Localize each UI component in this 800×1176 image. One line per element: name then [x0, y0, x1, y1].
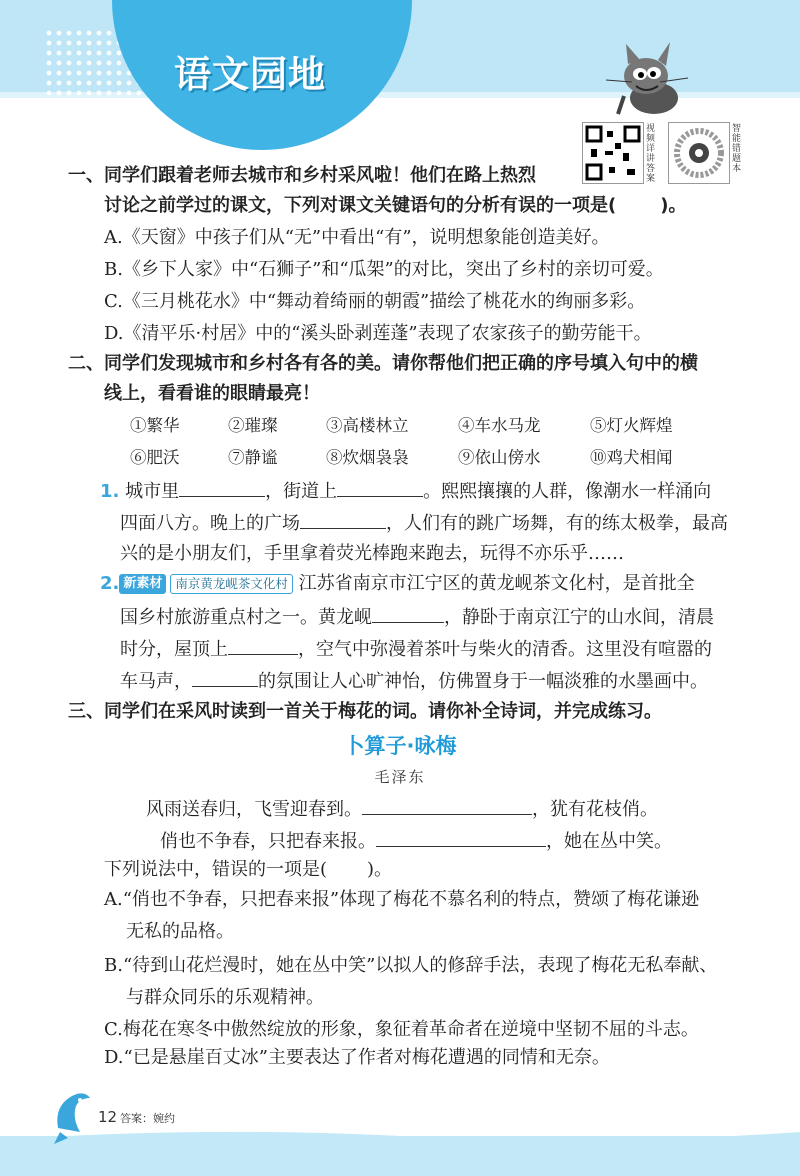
- word-option: ⑨依山傍水: [458, 448, 541, 467]
- poem-author: 毛泽东: [374, 768, 426, 786]
- source-tag: 南京黄龙岘茶文化村: [170, 574, 293, 594]
- q3-option-b-line2: 与群众同乐的乐观精神。: [126, 987, 324, 1008]
- footer-band: [0, 1136, 800, 1176]
- fill-blank[interactable]: [179, 478, 265, 497]
- q3-option-a-line1: A.“俏也不争春，只把春来报”体现了梅花不慕名利的特点，赞颂了梅花谦逊: [104, 889, 700, 910]
- q1-option-d: D.《清平乐·村居》中的“溪头卧剥莲蓬”表现了农家孩子的勤劳能干。: [104, 323, 652, 344]
- poem-line1: 风雨送春归，飞雪迎春到。 ，犹有花枝俏。: [146, 796, 658, 822]
- q3-option-a-line2: 无私的品格。: [126, 921, 234, 942]
- video-qr-code[interactable]: [582, 122, 644, 184]
- cat-mascot-icon: [596, 40, 696, 120]
- word-option: ⑧炊烟袅袅: [326, 448, 409, 467]
- q3-option-b-line1: B.“待到山花烂漫时，她在丛中笑”以拟人的修辞手法，表现了梅花无私奉献、: [104, 955, 718, 976]
- word-option: ④车水马龙: [458, 416, 541, 435]
- q2-stem-line2: 线上，看看谁的眼睛最亮！: [104, 383, 320, 404]
- word-option: ⑥肥沃: [130, 448, 180, 467]
- fill-blank[interactable]: [372, 604, 444, 623]
- poem-blank[interactable]: [376, 828, 546, 847]
- q3-sub-question: 下列说法中，错误的一项是( )。: [104, 859, 393, 880]
- video-qr-label: 视频详讲答案: [646, 124, 656, 184]
- q1-option-c: C.《三月桃花水》中“舞动着绮丽的朝霞”描绘了桃花水的绚丽多彩。: [104, 291, 646, 312]
- answer-label: 答案：婉约: [120, 1112, 175, 1125]
- q2-item2-line3: 时分，屋顶上 ，空气中弥漫着茶叶与柴火的清香。这里没有喧嚣的: [120, 636, 712, 662]
- fill-blank[interactable]: [300, 510, 386, 529]
- word-option: ②璀璨: [228, 416, 278, 435]
- q2-stem-line1: 二、同学们发现城市和乡村各有各的美。请你帮他们把正确的序号填入句中的横: [68, 353, 698, 374]
- page-title: 语文园地: [174, 53, 326, 96]
- q1-stem-line2: 讨论之前学过的课文，下列对课文关键语句的分析有误的一项是( )。: [104, 195, 687, 216]
- poem-title: 卜算子·咏梅: [343, 734, 457, 758]
- q2-item2-line4: 车马声， 的氛围让人心旷神怡，仿佛置身于一幅淡雅的水墨画中。: [120, 668, 708, 694]
- new-material-tag: 新素材: [119, 574, 166, 594]
- fill-blank[interactable]: [337, 478, 423, 497]
- q2-item2-line2: 国乡村旅游重点村之一。黄龙岘 ，静卧于南京江宁的山水间，清晨: [120, 604, 714, 630]
- word-option: ⑤灯火辉煌: [590, 416, 673, 435]
- word-option: ⑦静谧: [228, 448, 278, 467]
- word-option: ①繁华: [130, 416, 180, 435]
- dolphin-icon: [50, 1088, 96, 1148]
- q2-item1-line1: 1. 城市里 ，街道上 。熙熙攘攘的人群，像潮水一样涌向: [100, 478, 711, 504]
- q1-stem-line1: 一、同学们跟着老师去城市和乡村采风啦！他们在路上热烈: [68, 165, 536, 186]
- smart-error-book-qr-code[interactable]: [668, 122, 730, 184]
- q2-item1-line3: 兴的是小朋友们，手里拿着荧光棒跑来跑去，玩得不亦乐乎……: [120, 543, 624, 564]
- poem-line2: 俏也不争春，只把春来报。 ，她在丛中笑。: [160, 828, 672, 854]
- q3-option-d: D.“已是悬崖百丈冰”主要表达了作者对梅花遭遇的同情和无奈。: [104, 1047, 610, 1068]
- fill-blank[interactable]: [228, 636, 298, 655]
- word-option: ③高楼林立: [326, 416, 409, 435]
- q1-option-b: B.《乡下人家》中“石狮子”和“瓜架”的对比，突出了乡村的亲切可爱。: [104, 259, 664, 280]
- q3-option-c: C.梅花在寒冬中傲然绽放的形象，象征着革命者在逆境中坚韧不屈的斗志。: [104, 1019, 699, 1040]
- word-option: ⑩鸡犬相闻: [590, 448, 673, 467]
- q1-option-a: A.《天窗》中孩子们从“无”中看出“有”，说明想象能创造美好。: [104, 227, 610, 248]
- q2-item2-line1: 2. 新素材 南京黄龙岘茶文化村 江苏省南京市江宁区的黄龙岘茶文化村，是首批全: [100, 573, 695, 594]
- smart-error-book-label: 智能错题本: [732, 124, 742, 174]
- poem-blank[interactable]: [362, 796, 532, 815]
- q2-item1-line2: 四面八方。晚上的广场 ，人们有的跳广场舞，有的练太极拳，最高: [120, 510, 728, 536]
- q3-stem: 三、同学们在采风时读到一首关于梅花的词。请你补全诗词，并完成练习。: [68, 701, 662, 722]
- fill-blank[interactable]: [192, 668, 258, 687]
- page-number: 12: [98, 1108, 118, 1126]
